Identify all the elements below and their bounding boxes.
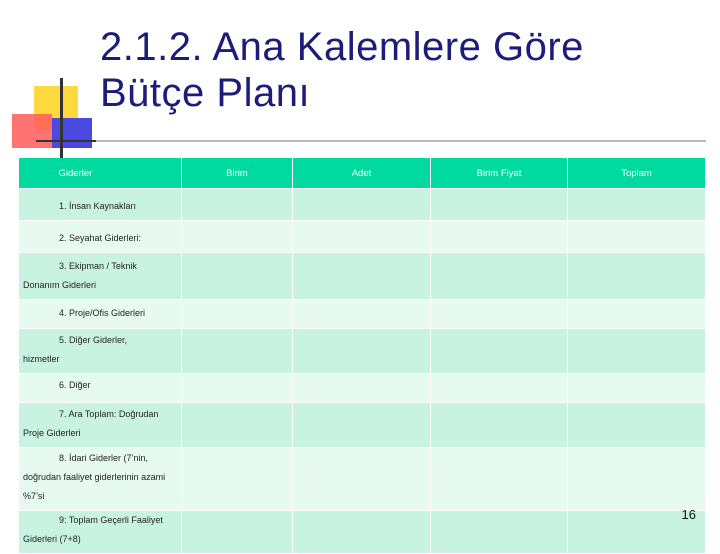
cell-adet[interactable] [293,448,431,511]
row-label-line-1: 4. Proje/Ofis Giderleri [59,308,146,318]
cell-birim-fiyat[interactable] [431,448,568,511]
page-number: 16 [681,507,696,522]
cell-birim-fiyat[interactable] [431,403,568,448]
slide-title-line-2: Bütçe Planı [100,71,311,115]
row-label-line-1: 9: Toplam Geçerli Faaliyet [59,515,163,525]
cell-birim[interactable] [182,189,293,221]
cell-toplam[interactable] [568,221,706,253]
cell-toplam[interactable] [568,374,706,403]
cell-toplam[interactable] [568,448,706,511]
row-label-line-1: 1. İnsan Kaynakları [59,201,137,211]
header-birim-fiyat: Birim Fiyat [431,158,568,189]
row-label-line-1: 8. İdari Giderler (7’nin, [59,453,149,463]
cell-birim[interactable] [182,374,293,403]
cell-toplam[interactable] [568,189,706,221]
cell-adet[interactable] [293,511,431,554]
row-label-line-2: Proje Giderleri [23,428,81,438]
cell-toplam[interactable] [568,300,706,329]
table-row [19,189,706,221]
cell-birim-fiyat[interactable] [431,329,568,374]
row-label-line-1: 3. Ekipman / Teknik [59,261,137,271]
table-header-row [19,158,706,189]
title-underline [96,140,706,142]
cell-birim[interactable] [182,253,293,300]
cell-birim-fiyat[interactable] [431,300,568,329]
decor-vertical-line [60,78,63,158]
table-row [19,329,706,374]
row-label [19,189,182,221]
cell-birim[interactable] [182,221,293,253]
cell-toplam[interactable] [568,329,706,374]
row-label-line-1: 5. Diğer Giderler, [59,335,128,345]
cell-toplam[interactable] [568,253,706,300]
decor-horizontal-line [36,140,96,142]
cell-birim-fiyat[interactable] [431,189,568,221]
table-row [19,374,706,403]
cell-birim-fiyat[interactable] [431,511,568,554]
cell-adet[interactable] [293,374,431,403]
header-toplam: Toplam [568,158,706,189]
cell-birim[interactable] [182,300,293,329]
row-label-line-1: 2. Seyahat Giderleri: [59,233,142,243]
budget-table [18,158,706,554]
cell-adet[interactable] [293,300,431,329]
row-label-line-2: Donanım Giderleri [23,280,97,290]
cell-adet[interactable] [293,253,431,300]
cell-birim-fiyat[interactable] [431,374,568,403]
row-label [19,329,182,374]
row-label-line-2: hizmetler [23,354,60,364]
row-label [19,374,182,403]
row-label [19,221,182,253]
header-giderler: Giderler [19,158,182,189]
cell-adet[interactable] [293,329,431,374]
row-label [19,448,182,511]
cell-birim[interactable] [182,448,293,511]
cell-toplam[interactable] [568,403,706,448]
row-label-line-2: Giderleri (7+8) [23,534,81,544]
cell-adet[interactable] [293,403,431,448]
slide-title [100,24,700,116]
row-label-line-1: 7. Ara Toplam: Doğrudan [59,409,159,419]
cell-birim-fiyat[interactable] [431,253,568,300]
decor-red-square [12,114,52,148]
table-row [19,511,706,554]
row-label-line-2: doğrudan faaliyet giderlerinin azami %7’si [23,472,166,501]
row-label [19,300,182,329]
header-birim: Birim [182,158,293,189]
row-label [19,511,182,554]
decor-blue-square [52,118,92,148]
cell-adet[interactable] [293,221,431,253]
cell-adet[interactable] [293,189,431,221]
table-row [19,448,706,511]
table-row [19,300,706,329]
cell-birim[interactable] [182,511,293,554]
header-adet: Adet [293,158,431,189]
row-label [19,253,182,300]
row-label [19,403,182,448]
table-row [19,221,706,253]
table-row [19,253,706,300]
cell-birim[interactable] [182,403,293,448]
row-label-line-1: 6. Diğer [59,380,91,390]
cell-birim[interactable] [182,329,293,374]
cell-birim-fiyat[interactable] [431,221,568,253]
slide-title-line-1: 2.1.2. Ana Kalemlere Göre [100,25,584,69]
table-row [19,403,706,448]
